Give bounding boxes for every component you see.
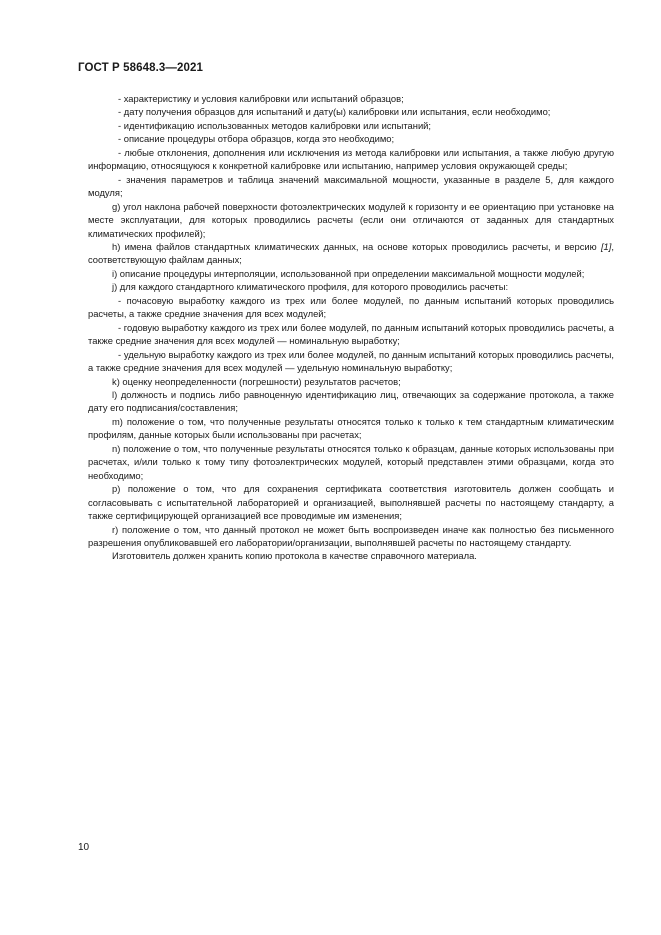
document-header-title: ГОСТ Р 58648.3—2021 (78, 62, 203, 74)
paragraph-item-j: j) для каждого стандартного климатического профиля, для которого проводились расчеты: (112, 281, 509, 293)
bibliography-reference: [1] (600, 240, 612, 252)
paragraph-item-k: k) оценку неопределенности (погрешности) результатов расчетов; (112, 375, 401, 387)
paragraph: - удельную выработку каждого из трех или более модулей, по данным испытаний которых проводились расчеты, а также средние значения для всех модулей — удельную номинальную выработку; (88, 348, 614, 374)
paragraph-item-r: r) положение о том, что данный протокол не может быть воспроизведен иначе как полностью без письменного разрешения опубликовавшей его лаборатории/организации, выполнявшей расчеты по настоящему стандарту. (88, 523, 614, 548)
paragraph-item-p: p) положение о том, что для сохранения сертификата соответствия изготовитель должен сообщать и согласовывать с испытательной лабораторией и организацией, выполнявшей расчеты по настоящему стандарту, а также сертифицирующей организацией все проводимые им изменения; (88, 483, 614, 522)
paragraph: - значения параметров и таблица значений максимальной мощности, указанные в разделе 5, для каждого модуля; (88, 173, 614, 199)
paragraph-item-l: l) должность и подпись либо равноценную идентификацию лиц, отвечающих за содержание протокола, а также дату его подписания/составления; (88, 388, 614, 414)
document-body (88, 92, 614, 563)
paragraph-text: , соответствующую файлам данных; (88, 240, 614, 266)
paragraph-item-h (88, 240, 614, 267)
paragraph: - описание процедуры отбора образцов, когда это необходимо; (118, 133, 395, 145)
paragraph: - любые отклонения, дополнения или исключения из метода калибровки или испытания, а также любую другую информацию, относящуюся к конкретной калибровке или испытанию, например условия окружающей среды; (88, 146, 614, 172)
paragraph-text: h) имена файлов стандартных климатических данных, на основе которых проводились расчеты, и версию (112, 240, 601, 252)
paragraph: - годовую выработку каждого из трех или более модулей, по данным испытаний которых проводились расчеты, а также средние значения для всех модулей — номинальную выработку; (88, 321, 614, 347)
paragraph-item-m: m) положение о том, что полученные результаты относятся только к только к тем стандартным климатическим профилям, данные которых были использованы при расчетах; (88, 415, 614, 441)
paragraph-item-g: g) угол наклона рабочей поверхности фотоэлектрических модулей к горизонту и ее ориентацию при установке на месте эксплуатации, для которых проводились расчеты (если они отличаются от заданных для стандартных климатических профилей); (88, 200, 614, 239)
paragraph-item-n: n) положение о том, что полученные результаты относятся только к образцам, данные которых использованы при расчетах, и/или только к тому типу фотоэлектрических модулей, который представлен этими образцами, когда это необходимо; (88, 442, 614, 481)
page-number: 10 (78, 842, 90, 853)
paragraph: - дату получения образцов для испытаний и дату(ы) калибровки или испытания, если необходимо; (118, 106, 551, 118)
paragraph: - почасовую выработку каждого из трех или более модулей, по данным испытаний которых проводились расчеты, а также средние значения для всех модулей; (88, 294, 614, 320)
closing-paragraph: Изготовитель должен хранить копию протокола в качестве справочного материала. (112, 550, 477, 562)
paragraph-item-i: i) описание процедуры интерполяции, использованной при определении максимальной мощности модулей; (112, 267, 585, 279)
paragraph: - идентификацию использованных методов калибровки или испытаний; (118, 119, 432, 131)
paragraph: - характеристику и условия калибровки или испытаний образцов; (118, 93, 404, 104)
